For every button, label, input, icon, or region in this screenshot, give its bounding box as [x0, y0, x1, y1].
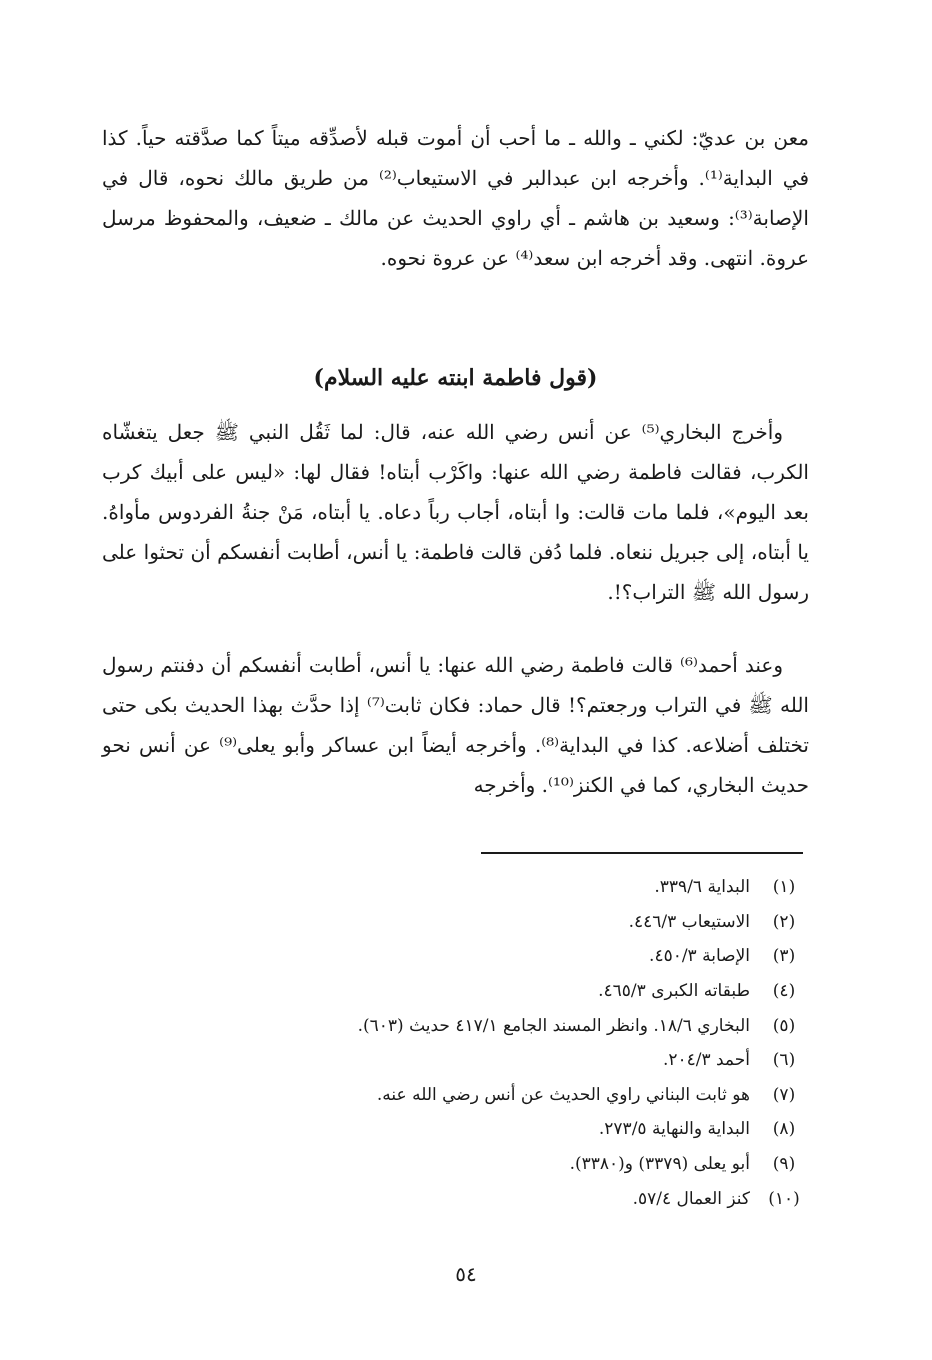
footnote-text: هو ثابت البناني راوي الحديث عن أنس رضي الله عنه. — [376, 1084, 750, 1105]
footnote-number: (١٠) — [768, 1188, 800, 1209]
footnote-number: (١) — [772, 877, 796, 898]
footnote-number: (٨) — [772, 1119, 796, 1140]
footnote-1 — [188, 870, 808, 905]
section-heading: (قول فاطمة ابنته عليه السلام) — [313, 365, 598, 391]
footnote-text: الاستيعاب ٤٤٦/٣. — [628, 911, 750, 932]
footnote-text: أبو يعلى (٣٣٧٩) و(٣٣٨٠). — [569, 1154, 750, 1175]
footnote-text: الإصابة ٤٥٠/٣. — [649, 946, 750, 967]
paragraph-1 — [102, 118, 809, 278]
footnote-number: (٦) — [772, 1050, 796, 1071]
footnote-text: طبقاته الكبرى ٤٦٥/٣. — [598, 981, 750, 1002]
paragraph-2 — [102, 412, 809, 612]
paragraph-3 — [102, 645, 809, 805]
footnote-6 — [188, 1043, 808, 1078]
footnote-text: كنز العمال ٥٧/٤. — [632, 1188, 750, 1209]
footnotes-list — [188, 870, 808, 1216]
footnote-text: البداية والنهاية ٢٧٣/٥. — [598, 1119, 750, 1140]
footnote-number: (٤) — [772, 981, 796, 1002]
paragraph-3-text: وعند أحمد⁽⁶⁾ قالت فاطمة رضي الله عنها: يا أنس، أطابت أنفسكم أن دفنتم رسول الله ﷺ في التراب ورجعتم؟! قال حماد: فكان ثابت⁽⁷⁾ إذا حدَّث بهذا الحديث بكى حتى تختلف أضلاعه. كذا في البداية⁽⁸⁾. وأخرجه أيضاً ابن عساكر وأبو يعلى⁽⁹⁾ عن أنس نحو حديث البخاري، كما في الكنز⁽¹⁰⁾. وأخرجه — [102, 653, 810, 797]
paragraph-1-text: معن بن عديّ: لكني ـ والله ـ ما أحب أن أموت قبله لأصدِّقه ميتاً كما صدَّقته حياً. كذا في البداية⁽¹⁾. وأخرجه ابن عبدالبر في الاستيعاب⁽²⁾ من طريق مالك نحوه، قال في الإصابة⁽³⁾: وسعيد بن هاشم ـ أي راوي الحديث عن مالك ـ ضعيف، والمحفوظ مرسل عروة. انتهى. وقد أخرجه ابن سعد⁽⁴⁾ عن عروة نحوه. — [102, 126, 809, 270]
footnote-2 — [188, 905, 808, 940]
footnote-number: (٥) — [772, 1015, 796, 1036]
footnote-text: البداية ٣٣٩/٦. — [654, 877, 750, 898]
footnote-number: (٢) — [772, 911, 796, 932]
footnote-text: أحمد ٢٠٤/٣. — [662, 1050, 750, 1071]
footnote-4 — [188, 974, 808, 1009]
footnote-7 — [188, 1078, 808, 1113]
footnote-number: (٣) — [772, 946, 796, 967]
footnote-divider — [481, 852, 803, 854]
footnote-8 — [188, 1112, 808, 1147]
footnote-number: (٩) — [772, 1154, 796, 1175]
footnote-10 — [188, 1181, 808, 1216]
paragraph-2-text: وأخرج البخاري⁽⁵⁾ عن أنس رضي الله عنه، قال: لما ثَقُل النبي ﷺ جعل يتغشّاه الكرب، فقالت فاطمة رضي الله عنها: واكَرْب أبتاه! فقال لها: «ليس على أبيك كرب بعد اليوم»، فلما مات قالت: وا أبتاه، أجاب رباً دعاه. يا أبتاه، مَنْ جنةُ الفردوس مأواهُ. يا أبتاه، إلى جبريل ننعاه. فلما دُفن قالت فاطمة: يا أنس، أطابت أنفسكم أن تحثوا على رسول الله ﷺ التراب؟!. — [102, 420, 809, 604]
page-number: ٥٤ — [455, 1262, 477, 1286]
footnote-number: (٧) — [772, 1084, 796, 1105]
footnote-9 — [188, 1147, 808, 1182]
footnote-text: البخاري ١٨/٦. وانظر المسند الجامع ٤١٧/١ حديث (٦٠٣). — [357, 1015, 750, 1036]
footnote-5 — [188, 1008, 808, 1043]
footnote-3 — [188, 939, 808, 974]
